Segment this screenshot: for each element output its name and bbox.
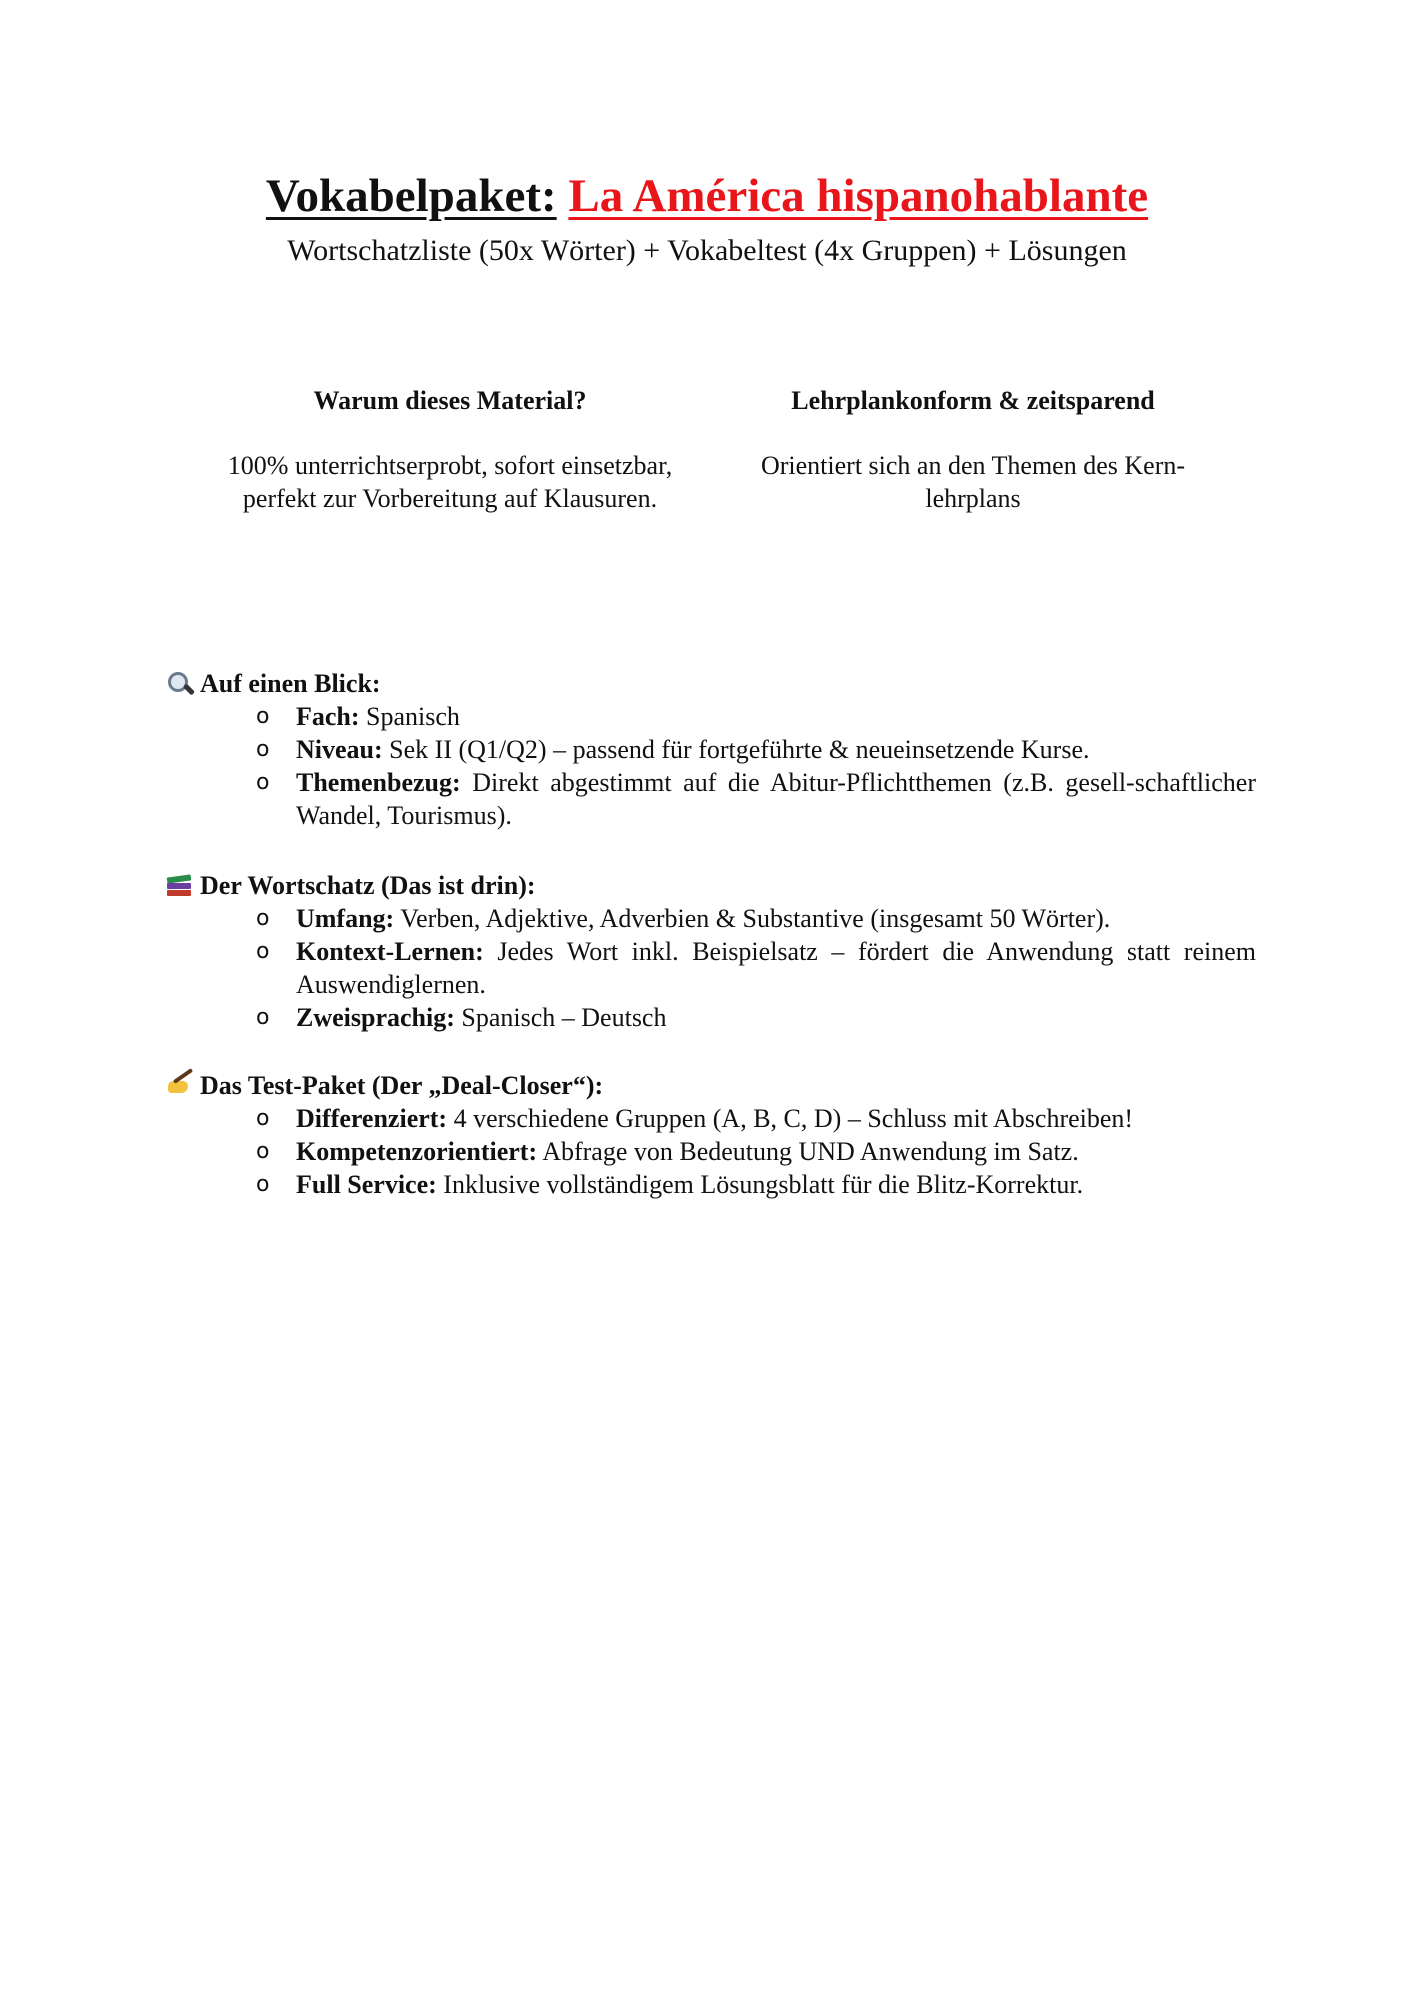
section-test-package	[166, 1069, 1256, 1201]
section-heading	[166, 1069, 1256, 1102]
list-item: o Niveau: Sek II (Q1/Q2) – passend für fortgeführte & neueinsetzende Kurse.	[256, 735, 1090, 764]
list-item: o Umfang: Verben, Adjektive, Adverbien & Substantive (insgesamt 50 Wörter).	[256, 904, 1111, 933]
section-heading-text: Das Test-Paket (Der „Deal-Closer“):	[200, 1071, 604, 1100]
list-item: o Differenziert: 4 verschiedene Gruppen (A, B, C, D) – Schluss mit Abschreiben!	[256, 1104, 1134, 1133]
feature-heading: Warum dieses Material?	[313, 386, 587, 415]
section-overview	[166, 667, 1256, 832]
page-header	[0, 168, 1414, 270]
feature-heading: Lehrplankonform & zeitsparend	[791, 386, 1155, 415]
title-topic: La América hispanohablante	[568, 170, 1149, 222]
page-subtitle: Wortschatzliste (50x Wörter) + Vokabeltest (4x Gruppen) + Lösungen	[287, 234, 1127, 267]
section-heading-text: Auf einen Blick:	[200, 669, 381, 698]
magnifier-icon	[166, 669, 196, 699]
section-heading	[166, 869, 1256, 902]
bullet-list	[166, 1102, 1256, 1201]
list-item: o Fach: Spanisch	[256, 702, 460, 731]
bullet-list	[166, 902, 1256, 1034]
feature-curriculum	[713, 384, 1233, 515]
list-item: o Kompetenzorientiert: Abfrage von Bedeutung UND Anwendung im Satz.	[256, 1137, 1079, 1166]
feature-line: 100% unterrichtserprobt, sofort einsetzbar,	[227, 451, 673, 480]
feature-why-material	[190, 384, 710, 515]
list-item: o Zweisprachig: Spanisch – Deutsch	[256, 1003, 667, 1032]
list-item: o Full Service: Inklusive vollständigem Lösungsblatt für die Blitz-Korrektur.	[256, 1170, 1084, 1199]
feature-line: lehrplans	[925, 484, 1021, 513]
list-item: o Kontext-Lernen: Jedes Wort inkl. Beispielsatz – fördert die Anwendung statt reinem Auswendiglernen.	[256, 937, 1256, 999]
section-heading	[166, 667, 1256, 700]
writing-hand-icon	[166, 1071, 196, 1101]
section-heading-text: Der Wortschatz (Das ist drin):	[200, 871, 536, 900]
section-vocabulary	[166, 869, 1256, 1034]
feature-line: perfekt zur Vorbereitung auf Klausuren.	[242, 484, 658, 513]
books-icon	[166, 871, 196, 901]
list-item: o Themenbezug: Direkt abgestimmt auf die Abitur-Pflichtthemen (z.B. gesell-schaftlicher Wandel, Tourismus).	[256, 768, 1256, 830]
feature-line: Orientiert sich an den Themen des Kern-	[760, 451, 1186, 480]
feature-text	[713, 449, 1233, 515]
feature-text	[190, 449, 710, 515]
bullet-list	[166, 700, 1256, 832]
page-title	[0, 168, 1414, 224]
title-prefix: Vokabelpaket:	[265, 170, 557, 222]
